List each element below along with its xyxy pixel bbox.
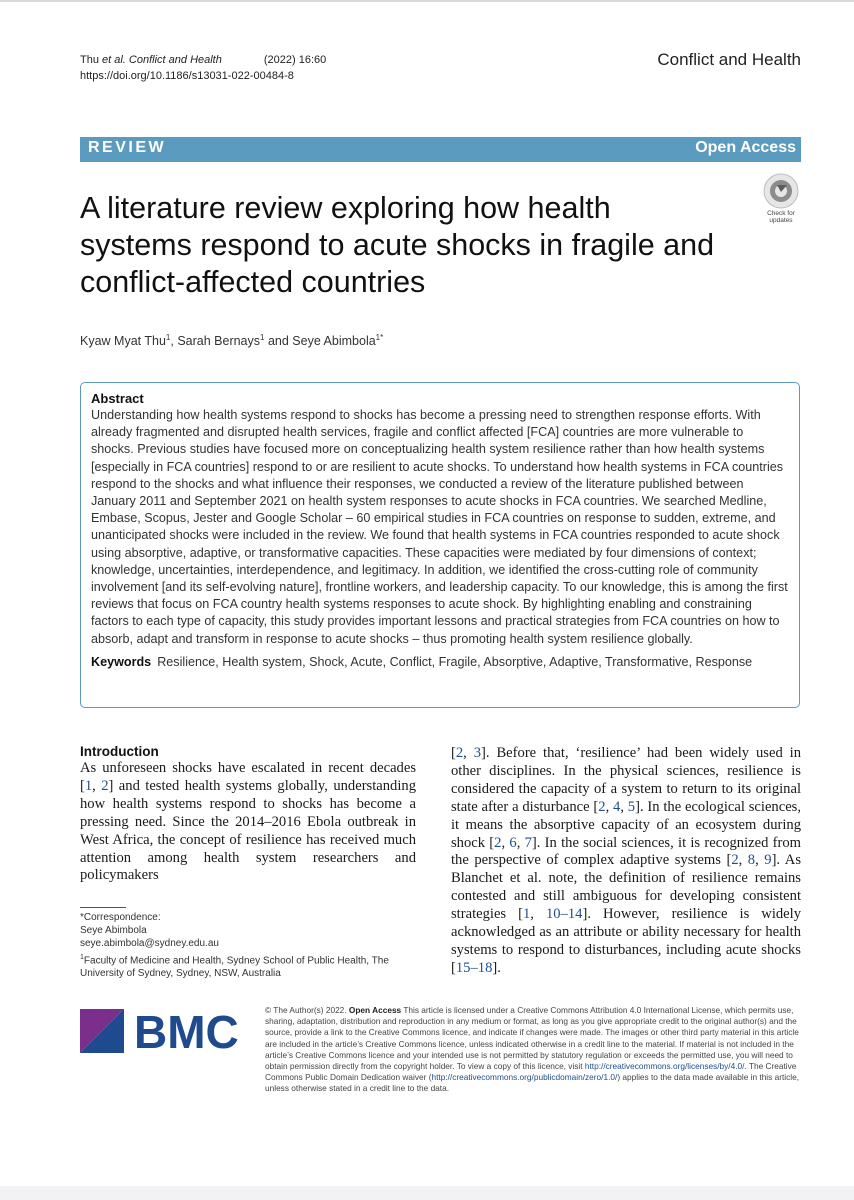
citation-link[interactable]: 4 (613, 798, 621, 815)
abstract-box (80, 382, 800, 708)
citation-header (80, 52, 326, 84)
correspondence-email[interactable]: seye.abimbola@sydney.edu.au (80, 938, 219, 950)
citation-link[interactable]: 1 (523, 906, 531, 923)
open-access-label: Open Access (695, 139, 796, 156)
citation-link[interactable]: 10–14 (545, 906, 583, 923)
intro-paragraph-right: [2, 3]. Before that, ‘resilience’ had been widely used in other disciplines. In the physical sciences, resilience is considered the capacity of a system to return to its original state after a disturbance [2, 4, 5]. In the ecological sciences, it means the absorptive capacity of an ecosystem during shock [2, 6, 7]. In the social sciences, it is recognized from the perspective of complex adaptive systems [2, 8, 9]. As Blanchet et al. note, the definition of resilience remains contested and still ambiguous for developing consistent strategies [1, 10–14]. However, resilience is widely acknowledged as an attribute or ability necessary for health systems to respond to disturbances, including acute shocks [15–18]. (451, 745, 802, 976)
check-updates-icon (762, 172, 800, 210)
body-column-left (80, 744, 416, 885)
journal-name: Conflict and Health (657, 50, 801, 69)
article-title: A literature review exploring how health systems respond to acute shocks in fragile and conflict-affected countries (80, 191, 715, 299)
license-open-access: Open Access (348, 1005, 402, 1015)
author-affiliation-mark: 1 (165, 333, 171, 342)
author-affiliation-mark: 1* (375, 333, 384, 342)
keywords-label: Keywords (91, 654, 152, 669)
bmc-logo (80, 1003, 250, 1055)
abstract-heading: Abstract (91, 391, 144, 406)
bottom-strip (0, 1186, 854, 1200)
keywords-line (91, 654, 789, 671)
license-notice: © The Author(s) 2022. Open Access This article is licensed under a Creative Commons Attribution 4.0 International License, which permits use, sharing, adaptation, distribution and reproduction in any medium or format, as long as you give appropriate credit to the original author(s) and the source, provide a link to the Creative Commons licence, and indicate if changes were made. The images or other third party material in this article are included in the article’s Creative Commons licence, unless indicated otherwise in a credit line to the material. If material is not included in the article’s Creative Commons licence and your intended use is not permitted by statutory regulation or exceeds the permitted use, you will need to obtain permission directly from the copyright holder. To view a copy of this licence, visit http://creativecommons.org/licenses/by/4.0/. The Creative Commons Public Domain Dedication waiver (http://creativecommons.org/publicdomain/zero/1.0/) applies to the data made available in this article, unless otherwise stated in a credit line to the data. (265, 1005, 800, 1094)
check-for-updates-badge[interactable] (758, 172, 804, 224)
citation-link[interactable]: 5 (627, 798, 636, 815)
check-updates-text: Check for updates (767, 210, 795, 224)
citation-link[interactable]: 15–18 (455, 959, 493, 976)
citation-authors: Thu et al. Conflict and Health (80, 54, 222, 66)
correspondence-note (80, 911, 416, 980)
citation-link[interactable]: 2 (494, 834, 502, 851)
author-name[interactable]: Seye Abimbola (292, 334, 376, 349)
citation-link[interactable]: 6 (509, 834, 517, 851)
citation-link[interactable]: 8 (747, 852, 756, 869)
citation-link[interactable]: 2 (455, 745, 464, 761)
citation-link[interactable]: 2 (101, 777, 109, 794)
author-list: Kyaw Myat Thu$^1$, Sarah Bernays$^1$ and Seye Abimbola$^{1*}$ (80, 333, 384, 349)
citation-link[interactable]: 2 (598, 798, 606, 815)
article-type-label: REVIEW (88, 139, 167, 156)
citation-link[interactable]: 2 (731, 852, 739, 869)
keywords-list: Resilience, Health system, Shock, Acute, Conflict, Fragile, Absorptive, Adaptive, Transformative, Response (157, 654, 753, 669)
citation-year-volume: (2022) 16:60 (263, 54, 327, 66)
author-affiliation-mark: 1 (260, 333, 265, 342)
citation-link[interactable]: 9 (764, 852, 772, 869)
bmc-logo-text: BMC (134, 1006, 239, 1055)
intro-paragraph-left: As unforeseen shocks have escalated in recent decades [1, 2] and tested health systems globally, understanding how health systems respond to shocks has become a pressing need. Since the 2014–2016 Ebola outbreak in West Africa, the concept of resilience has received much attention among health system researchers and policymakers (80, 760, 417, 884)
article-type-band (80, 137, 801, 162)
cc-zero-link[interactable]: http://creativecommons.org/publicdomain/zero/1.0/ (431, 1072, 618, 1083)
body-column-right (451, 745, 801, 978)
author-name[interactable]: Sarah Bernays (177, 334, 261, 349)
correspondence-label: *Correspondence: (80, 912, 161, 923)
citation-link[interactable]: 7 (524, 834, 532, 851)
doi-link[interactable]: https://doi.org/10.1186/s13031-022-00484-8 (80, 70, 294, 82)
introduction-heading: Introduction (80, 744, 159, 759)
cc-by-link[interactable]: http://creativecommons.org/licenses/by/4.0/ (584, 1061, 745, 1072)
citation-link[interactable]: 1 (84, 777, 93, 794)
correspondence-name: Seye Abimbola (80, 925, 147, 937)
top-rule (0, 0, 854, 2)
citation-link[interactable]: 3 (473, 745, 482, 761)
affiliation: $^1$Faculty of Medicine and Health, Sydney School of Public Health, The University of Sydney, Sydney, NSW, Australia (80, 953, 389, 980)
abstract-text: Understanding how health systems respond to shocks has become a pressing need to strengthen response efforts. With already fragmented and disrupted health services, fragile and conflict affected [FCA] countries are more vulnerable to shocks. Previous studies have focused more on conceptualizing health system resilience rather than how health systems [especially in FCA countries] respond to or are resilient to acute shocks. To understand how health systems in FCA countries respond to the shocks and what influence their responses, we conducted a review of the literature published between January 2011 and September 2021 on health system responses to acute shocks in FCA countries. We searched Medline, Embase, Scopus, Jester and Google Scholar – 60 empirical studies in FCA countries on response to sudden, extreme, and unanticipated shocks were included in the review. We found that health systems in FCA countries responded to acute shock using absorptive, adaptive, or transformative capacities. These capacities were mediated by four dimensions of context; knowledge, uncertainties, interdependence, and legitimacy. In addition, we identified the cross-cutting role of community involvement [and its self-evolving nature], frontline workers, and leadership capacity. To our knowledge, this is among the first reviews that focus on FCA country health systems responses to acute shock. By highlighting enabling and constraining factors to each type of capacity, this study provides important lessons and practical strategies from FCA countries on how to absorb, adapt and transform in response to acute shocks – thus promoting health system resilience globally. (91, 408, 788, 646)
author-name[interactable]: Kyaw Myat Thu (80, 334, 166, 349)
footnote-rule (80, 907, 126, 908)
